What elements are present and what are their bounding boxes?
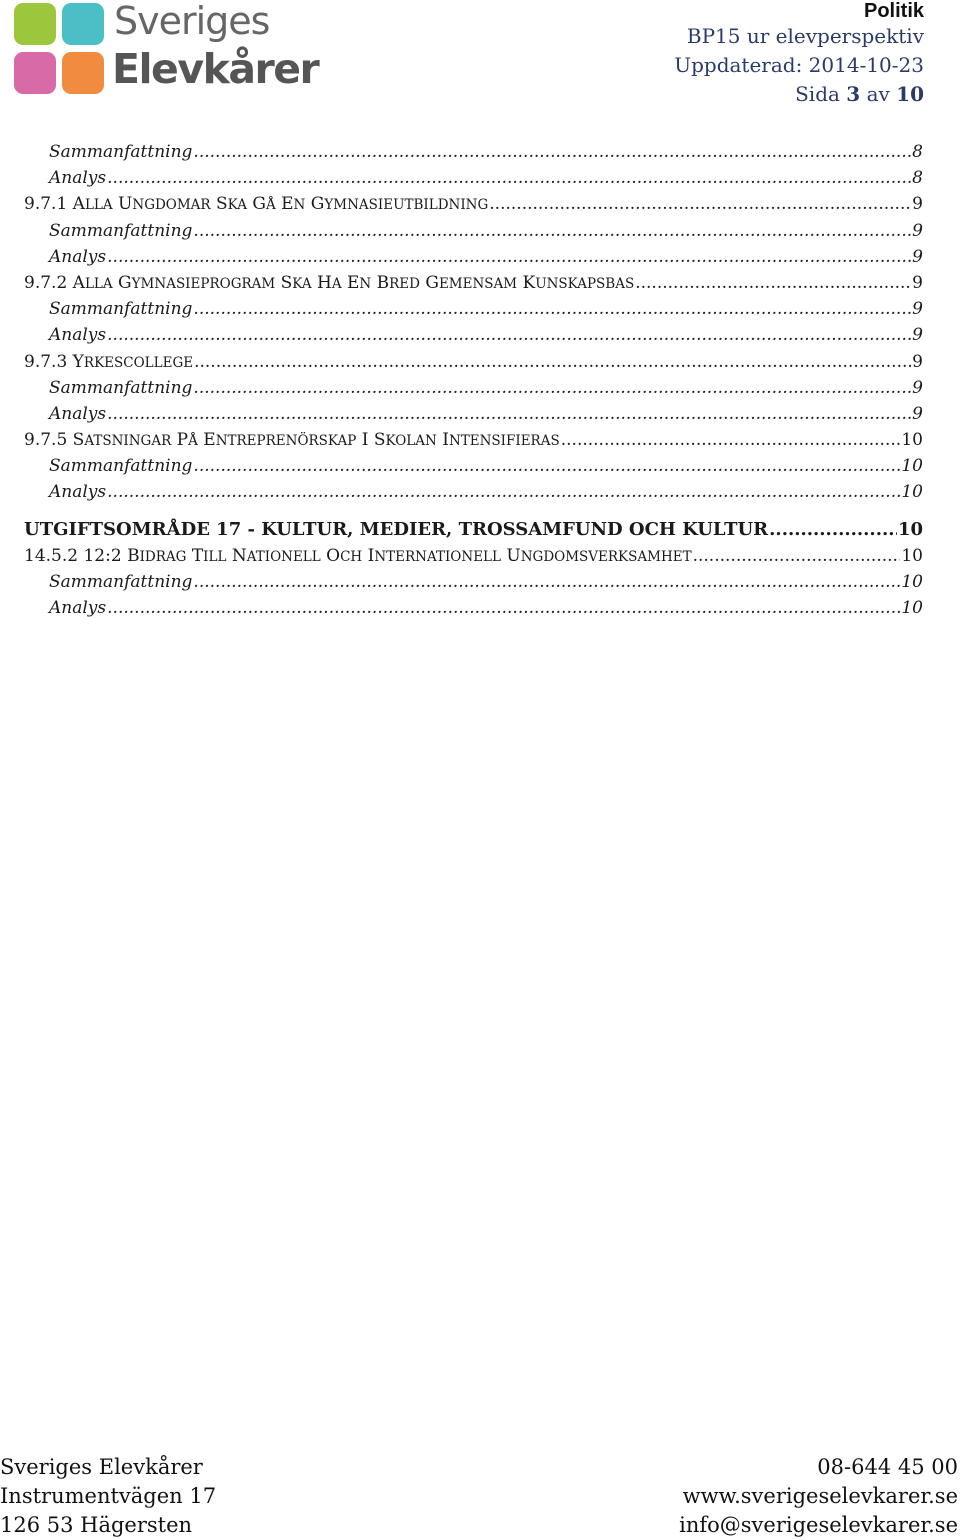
- toc-label: Analys: [49, 246, 107, 267]
- toc-entry[interactable]: [24, 322, 923, 348]
- toc-page: 10: [901, 456, 923, 477]
- toc-entry[interactable]: [24, 543, 923, 569]
- page-current: 3: [846, 82, 861, 106]
- toc-label: Sammanfattning: [49, 220, 193, 241]
- toc-page: 10: [897, 518, 923, 540]
- toc-label: Analys: [49, 598, 107, 619]
- toc-page: 10: [901, 482, 923, 503]
- footer-org: Sveriges Elevkårer: [0, 1455, 203, 1479]
- page-prefix: Sida: [795, 82, 840, 106]
- toc-page: 10: [901, 572, 923, 592]
- logo-square-orange: [62, 52, 104, 94]
- toc-label: 9.7.3 YRKESCOLLEGE: [24, 351, 194, 372]
- table-of-contents: [24, 139, 923, 621]
- logo-text-sveriges: Sveriges: [114, 0, 270, 43]
- toc-page: 8: [912, 142, 923, 162]
- toc-label: Analys: [49, 168, 107, 189]
- toc-label: 9.7.2 ALLA GYMNASIEPROGRAM SKA HA EN BRED GEMENSAM KUNSKAPSBAS: [24, 272, 635, 293]
- toc-entry[interactable]: [24, 401, 923, 427]
- footer-contact: [679, 1453, 958, 1540]
- toc-entry[interactable]: [24, 595, 923, 621]
- toc-label: Sammanfattning: [49, 299, 193, 320]
- page-mid: av: [866, 82, 890, 106]
- toc-label: 9.7.5 SATSNINGAR PÅ ENTREPRENÖRSKAP I SKOLAN INTENSIFIERAS: [24, 430, 560, 451]
- toc-label: Analys: [49, 325, 107, 346]
- toc-entry[interactable]: [24, 139, 923, 165]
- toc-entry-chapter[interactable]: [24, 517, 923, 543]
- footer-city: 126 53 Hägersten: [0, 1513, 193, 1537]
- toc-label: 14.5.2 12:2 BIDRAG TILL NATIONELL OCH INTERNATIONELL UNGDOMSVERKSAMHET: [24, 545, 692, 566]
- logo: [14, 0, 319, 95]
- toc-entry[interactable]: [24, 165, 923, 191]
- page-header: [674, 0, 924, 109]
- toc-label: UTGIFTSOMRÅDE 17 - KULTUR, MEDIER, TROSSAMFUND OCH KULTUR: [24, 518, 769, 540]
- toc-page: 9: [912, 194, 923, 215]
- logo-square-pink: [14, 52, 56, 94]
- toc-page: 10: [901, 430, 923, 451]
- toc-page: 9: [912, 299, 923, 320]
- toc-page: 9: [912, 377, 923, 398]
- toc-page: 9: [912, 220, 923, 241]
- toc-entry[interactable]: [24, 569, 923, 595]
- toc-entry[interactable]: [24, 244, 923, 270]
- document-title: BP15 ur elevperspektiv: [686, 24, 924, 48]
- toc-entry[interactable]: [24, 191, 923, 217]
- toc-label: Sammanfattning: [49, 572, 193, 592]
- toc-entry[interactable]: [24, 218, 923, 244]
- toc-page: 9: [912, 325, 923, 346]
- toc-label: Analys: [49, 482, 107, 503]
- toc-entry[interactable]: [24, 453, 923, 479]
- toc-page: 9: [912, 351, 923, 372]
- toc-entry[interactable]: [24, 349, 923, 375]
- page-number: [674, 80, 924, 109]
- toc-entry[interactable]: [24, 479, 923, 505]
- toc-page: 10: [901, 545, 923, 566]
- logo-square-green: [14, 3, 56, 45]
- toc-entry[interactable]: [24, 427, 923, 453]
- footer-address: [0, 1453, 216, 1540]
- toc-entry[interactable]: [24, 375, 923, 401]
- toc-label: 9.7.1 ALLA UNGDOMAR SKA GÅ EN GYMNASIEUTBILDNING: [24, 194, 489, 215]
- toc-label: Sammanfattning: [49, 142, 193, 162]
- header-category: Politik: [863, 0, 924, 22]
- toc-label: Sammanfattning: [49, 456, 193, 477]
- footer-email-link[interactable]: info@sverigeselevkarer.se: [679, 1513, 958, 1537]
- toc-label: Sammanfattning: [49, 377, 193, 398]
- toc-page: 8: [912, 168, 923, 189]
- toc-label: Analys: [49, 403, 107, 424]
- page-total: 10: [896, 82, 924, 106]
- toc-page: 9: [912, 246, 923, 267]
- toc-page: 9: [912, 403, 923, 424]
- footer-street: Instrumentvägen 17: [0, 1484, 217, 1508]
- footer-phone: 08-644 45 00: [817, 1455, 958, 1479]
- footer-web-link[interactable]: www.sverigeselevkarer.se: [682, 1484, 958, 1508]
- toc-page: 9: [912, 272, 923, 293]
- logo-square-teal: [62, 3, 104, 45]
- toc-entry[interactable]: [24, 270, 923, 296]
- toc-page: 10: [901, 598, 923, 619]
- toc-entry[interactable]: [24, 296, 923, 322]
- updated-date: Uppdaterad: 2014-10-23: [674, 53, 924, 77]
- logo-text-elevkarer: Elevkårer: [112, 45, 319, 93]
